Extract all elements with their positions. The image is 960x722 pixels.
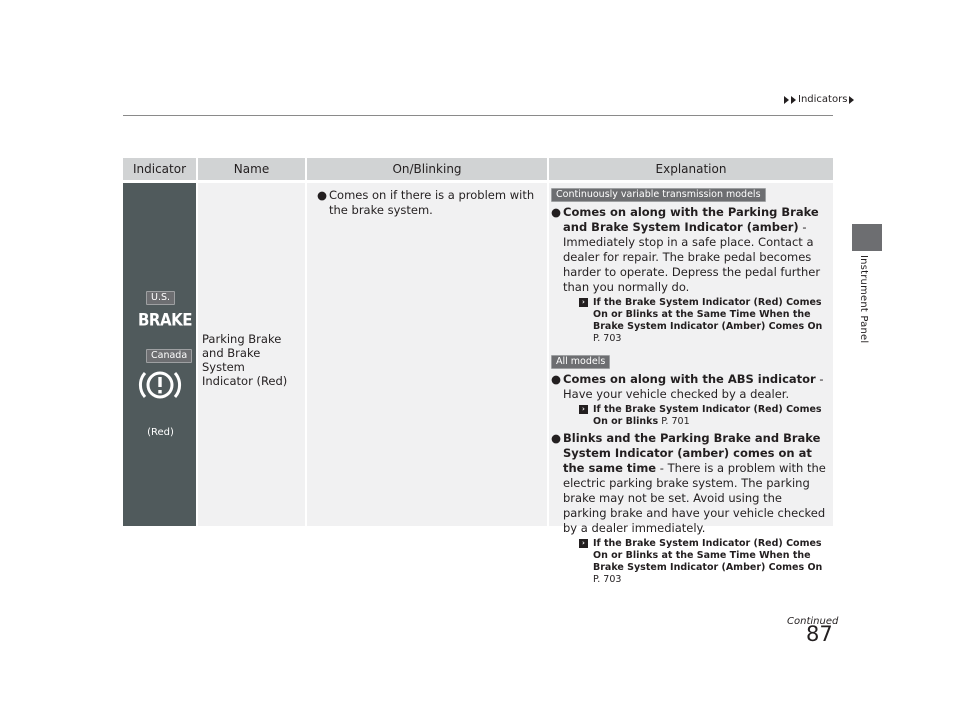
on-blinking-text: Comes on if there is a problem with the brake system. — [329, 188, 535, 217]
breadcrumb-arrow-icon — [791, 96, 796, 104]
breadcrumb — [784, 94, 854, 105]
explanation-item-2-text: - Have your vehicle checked by a dealer. — [563, 372, 824, 401]
reference-arrow-icon: › — [579, 405, 588, 414]
explanation-item-1-title: Comes on along with the Parking Brake and Brake System Indicator (amber) — [563, 205, 819, 234]
breadcrumb-arrow-icon — [849, 96, 854, 104]
xref-1-page[interactable]: P. 703 — [593, 333, 622, 344]
model-tag-cvt: Continuously variable transmission models — [551, 188, 766, 202]
cross-reference-1[interactable] — [551, 297, 829, 345]
breadcrumb-arrow-icon — [784, 96, 789, 104]
xref-2-text: If the Brake System Indicator (Red) Comes On or Blinks — [593, 404, 822, 427]
indicator-color-label: (Red) — [147, 427, 174, 438]
header-on-blinking: On/Blinking — [307, 158, 549, 180]
explanation-item-2-title: Comes on along with the ABS indicator — [563, 372, 816, 386]
header-indicator: Indicator — [123, 158, 198, 180]
cross-reference-2[interactable] — [551, 404, 829, 428]
bullet-icon: ● — [551, 431, 562, 445]
header-rule — [123, 115, 833, 116]
table-header-row — [123, 158, 833, 180]
xref-2-page[interactable]: P. 701 — [661, 416, 690, 427]
indicator-name: Parking Brake and Brake System Indicator (Red) — [198, 183, 307, 526]
explanation-item-3-text: - There is a problem with the electric parking brake system. The parking brake may not be set. Avoid using the parking brake and have your vehicle checked by a dealer immediately. — [563, 461, 826, 535]
header-name: Name — [198, 158, 307, 180]
region-tag-canada: Canada — [146, 349, 192, 363]
xref-3-text: If the Brake System Indicator (Red) Comes On or Blinks at the Same Time When the Brake System Indicator (Amber) Comes On — [593, 538, 823, 573]
indicator-table — [123, 158, 833, 585]
bullet-icon: ● — [551, 205, 562, 219]
cross-reference-3[interactable] — [551, 538, 829, 586]
bullet-icon: ● — [317, 188, 328, 202]
indicator-cell — [123, 183, 198, 526]
reference-arrow-icon: › — [579, 298, 588, 307]
explanation-cell — [549, 183, 833, 585]
continued-label: Continued — [787, 616, 839, 627]
region-tag-us: U.S. — [146, 291, 175, 305]
breadcrumb-label[interactable]: Indicators — [798, 94, 848, 105]
model-tag-all: All models — [551, 355, 610, 369]
xref-1-text: If the Brake System Indicator (Red) Comes On or Blinks at the Same Time When the Brake System Indicator (Amber) Comes On — [593, 297, 823, 332]
table-row — [123, 183, 833, 585]
xref-3-page[interactable]: P. 703 — [593, 574, 622, 585]
bullet-icon: ● — [551, 372, 562, 386]
reference-arrow-icon: › — [579, 539, 588, 548]
section-tab-label: Instrument Panel — [858, 255, 869, 344]
on-blinking-cell — [307, 183, 549, 526]
header-explanation: Explanation — [655, 162, 727, 176]
brake-warning-icon — [138, 366, 182, 404]
page-number: 87 — [806, 622, 833, 646]
explanation-item-3-title: Blinks and the Parking Brake and Brake System Indicator (amber) comes on at the same time — [563, 431, 821, 475]
explanation-item-1-text: - Immediately stop in a safe place. Contact a dealer for repair. The brake pedal becomes harder to operate. Depress the pedal further than you normally do. — [563, 220, 821, 294]
brake-indicator-icon: BRAKE — [138, 310, 192, 330]
section-tab[interactable] — [852, 224, 882, 251]
